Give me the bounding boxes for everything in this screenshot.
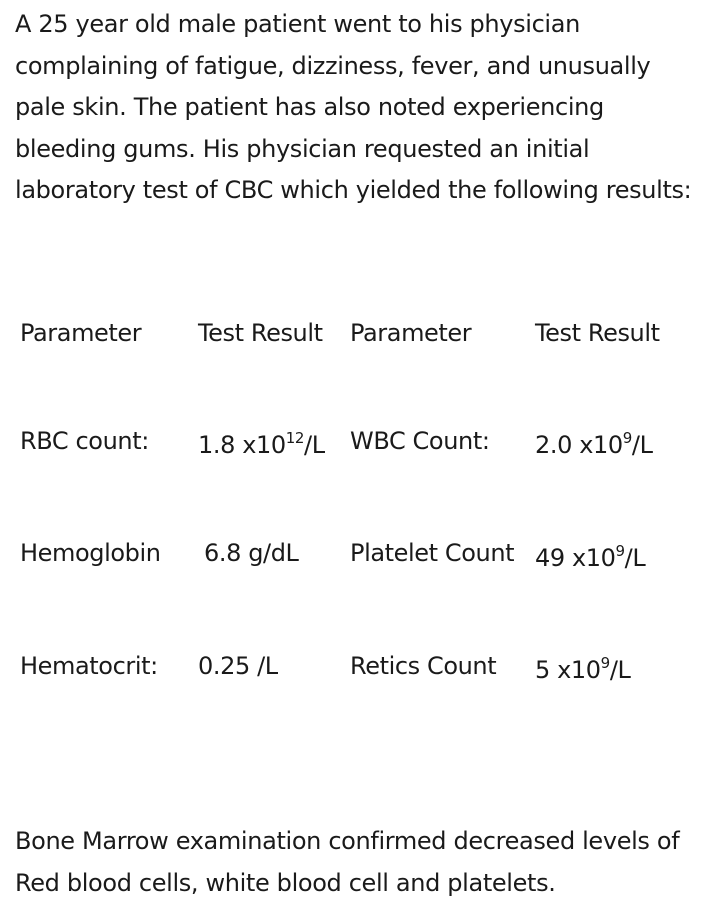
header-test-result-1: Test Result bbox=[198, 319, 323, 347]
wbc-count-label: WBC Count: bbox=[350, 427, 490, 455]
hemoglobin-label: Hemoglobin bbox=[20, 539, 161, 567]
case-description: A 25 year old male patient went to his physician complaining of fatigue, dizziness, fever, and unusually pale skin. The patient has also noted experiencing bleeding gums. His physician requested an initial laboratory test of CBC which yielded the following results: bbox=[15, 10, 692, 204]
platelet-count-label: Platelet Count bbox=[350, 539, 515, 567]
platelet-count-value: 49 $x10^9/L$ bbox=[535, 542, 646, 572]
header-parameter-2: Parameter bbox=[350, 319, 472, 347]
hematocrit-label: Hematocrit: bbox=[20, 652, 158, 680]
rbc-count-value: 1.8 $x10^{12}/L$ bbox=[198, 429, 325, 459]
hemoglobin-value: 6.8 g/dL bbox=[204, 539, 299, 567]
wbc-count-value: 2.0 $x10^9/L$ bbox=[535, 429, 653, 459]
rbc-count-label: RBC count: bbox=[20, 427, 149, 455]
hematocrit-value: 0.25 /L bbox=[198, 652, 278, 680]
retics-count-value: 5 $x10^9/L$ bbox=[535, 654, 631, 684]
bone-marrow-finding: Bone Marrow examination confirmed decreased levels of Red blood cells, white blood cell and platelets. bbox=[15, 827, 680, 897]
header-test-result-2: Test Result bbox=[535, 319, 660, 347]
retics-count-label: Retics Count bbox=[350, 652, 497, 680]
header-parameter-1: Parameter bbox=[20, 319, 142, 347]
